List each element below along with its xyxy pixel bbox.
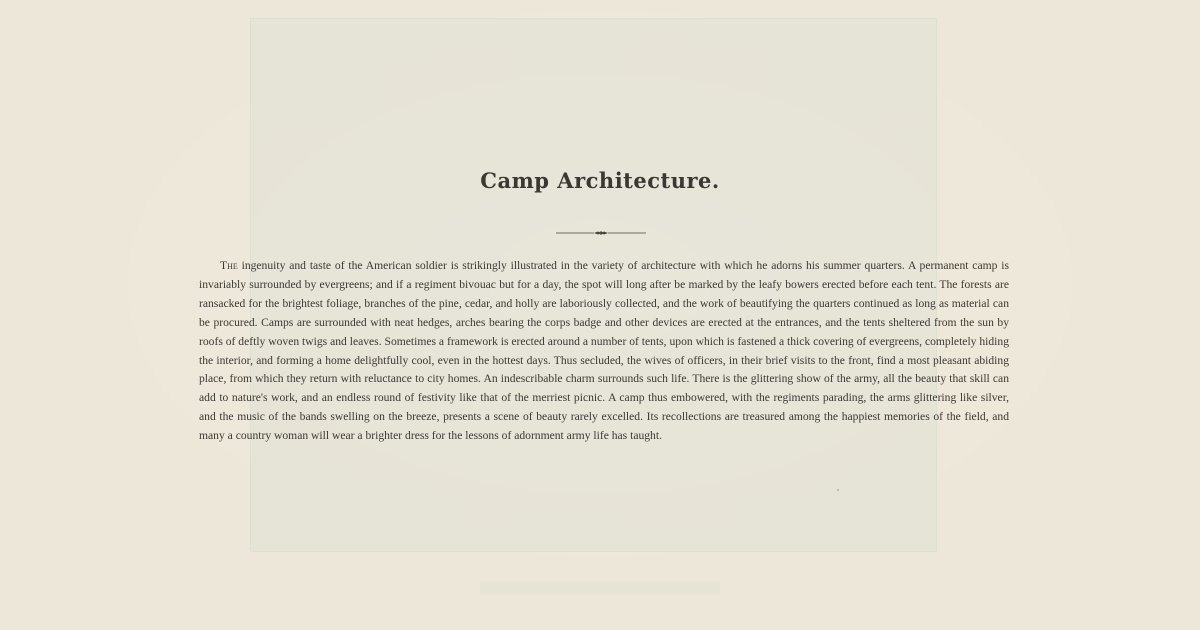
paragraph-text: ingenuity and taste of the American soldier is strikingly illustrated in the variety of architecture with which he adorns his summer quarters. A permanent camp is invariably surrounded by evergreens; and if a regiment bivouac but for a day, the spot will long after be marked by the leafy bowers erected before each tent. The forests are ransacked for the brightest foliage, branches of the pine, cedar, and holly are laboriously collected, and the work of beautifying the quarters continued as long as material can be procured. Camps are surrounded with neat hedges, arches bearing the corps badge and other devices are erected at the entrances, and the tents sheltered from the sun by roofs of deftly woven twigs and leaves. Sometimes a framework is erected around a number of tents, upon which is fastened a thick covering of evergreens, completely hiding the interior, and forming a home delightfully cool, even in the hottest days. Thus secluded, the wives of officers, in their brief visits to the front, find a most pleasant abiding place, from which they return with reluctance to city homes. An indescribable charm surrounds such life. There is the glittering show of the army, all the beauty that skill can add to nature's work, and an endless round of festivity like that of the merriest picnic. A camp thus embowered, with the regiments parading, the arms glittering like silver, and the music of the bands swelling on the breeze, presents a scene of beauty rarely excelled. Its recollections are treasured among the happiest memories of the field, and many a country woman will wear a brighter dress for the lessons of adornment army life has taught. <box>199 259 1009 443</box>
article-paragraph <box>199 257 1009 446</box>
horizontal-rule-ornament-icon <box>556 228 646 238</box>
paper-speck <box>837 489 839 491</box>
page-title: Camp Architecture. <box>480 168 720 193</box>
drop-word: The <box>220 259 238 272</box>
bleed-through-caption <box>480 582 720 594</box>
